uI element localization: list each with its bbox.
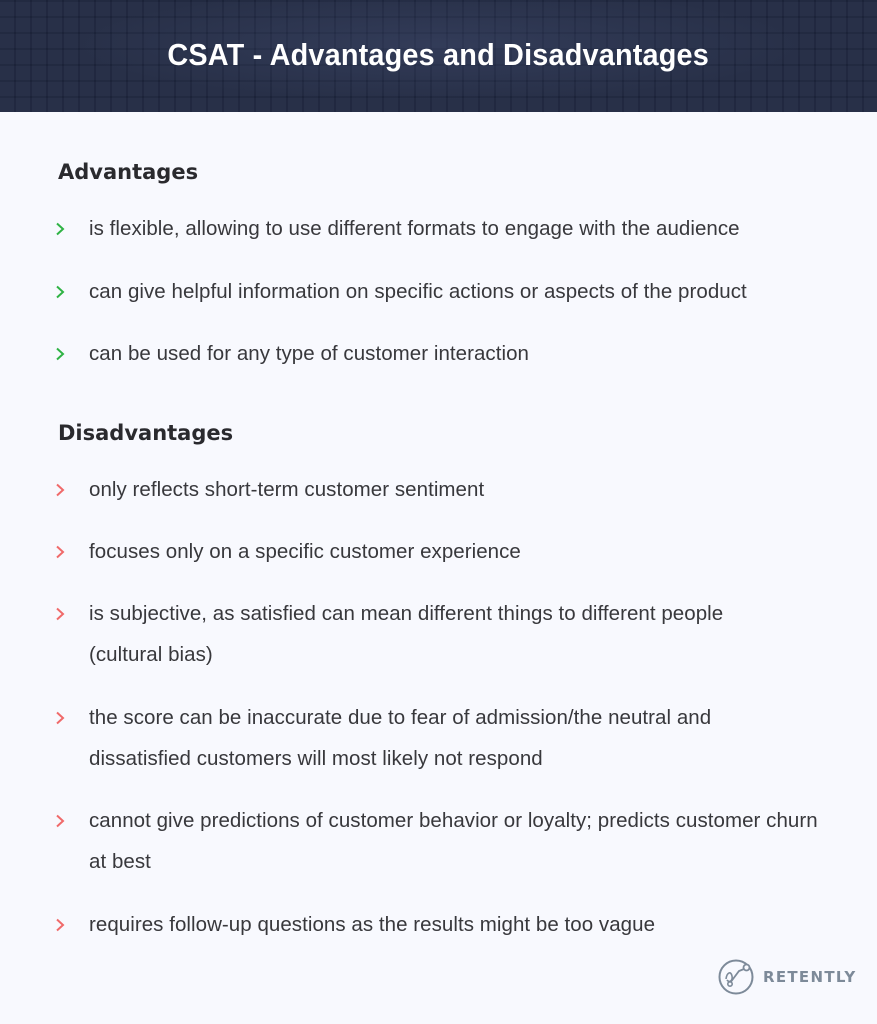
advantage-text: can be used for any type of customer interaction	[89, 342, 529, 365]
disadvantage-text: cannot give predictions of customer behavior or loyalty; predicts customer churn at best	[89, 809, 818, 873]
disadvantage-text: requires follow-up questions as the results might be too vague	[89, 913, 656, 936]
page-title: CSAT - Advantages and Disadvantages	[167, 37, 710, 72]
chevron-right-icon	[55, 208, 89, 249]
disadvantage-text: only reflects short-term customer sentiment	[89, 478, 485, 501]
chevron-right-icon	[55, 531, 89, 572]
disadvantages-heading: Disadvantages	[58, 421, 234, 445]
disadvantage-item	[55, 593, 845, 675]
advantage-item	[55, 271, 845, 312]
advantage-text: is flexible, allowing to use different formats to engage with the audience	[89, 217, 740, 240]
chevron-right-icon	[55, 469, 89, 510]
disadvantage-item	[55, 904, 845, 945]
disadvantage-text: the score can be inaccurate due to fear of admission/the neutral and dissatisfied customers will most likely not respond	[89, 706, 712, 770]
retently-logo	[717, 957, 857, 997]
advantage-item	[55, 208, 845, 249]
disadvantage-text: focuses only on a specific customer experience	[89, 540, 521, 563]
chevron-right-icon	[55, 333, 89, 374]
disadvantage-text: is subjective, as satisfied can mean different things to different people (cultural bias)	[89, 602, 724, 666]
header-banner	[0, 0, 877, 112]
brand-name: RETENTLY	[763, 968, 857, 986]
advantage-item	[55, 333, 845, 374]
chevron-right-icon	[55, 593, 89, 634]
advantage-text: can give helpful information on specific actions or aspects of the product	[89, 280, 747, 303]
chevron-right-icon	[55, 904, 89, 945]
chevron-right-icon	[55, 271, 89, 312]
disadvantage-item	[55, 697, 845, 779]
chevron-right-icon	[55, 697, 89, 738]
disadvantage-item	[55, 469, 845, 510]
advantages-heading: Advantages	[58, 160, 199, 184]
retently-logo-icon	[717, 957, 757, 997]
disadvantage-item	[55, 800, 845, 882]
chevron-right-icon	[55, 800, 89, 841]
disadvantage-item	[55, 531, 845, 572]
